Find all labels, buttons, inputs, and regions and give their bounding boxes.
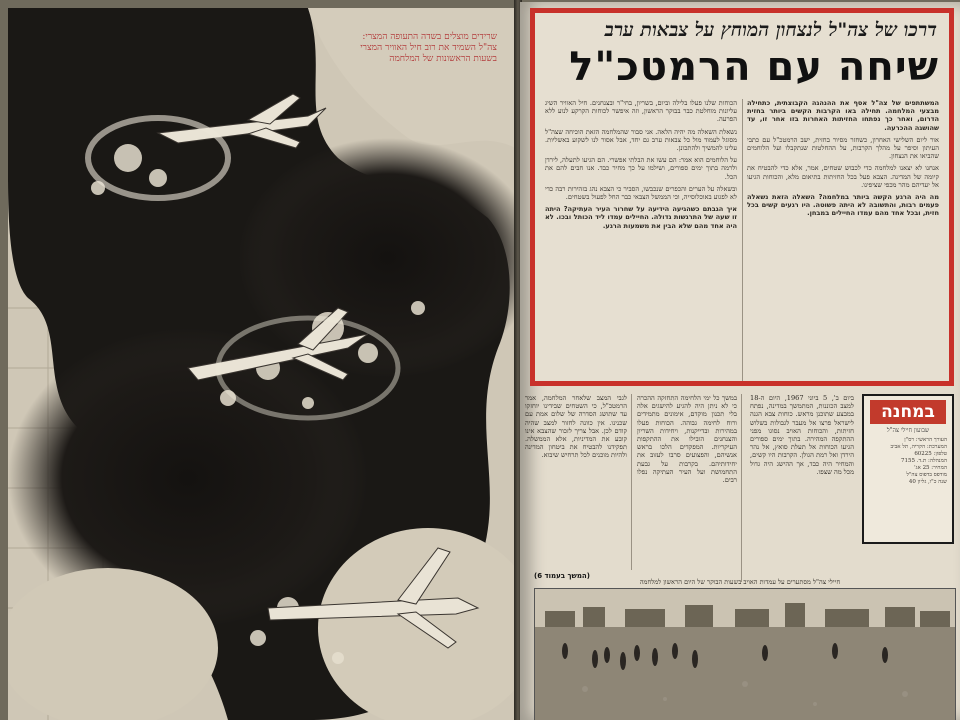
masthead-line: שנה כ"ו, גליון 40 [908,479,947,485]
lead-paragraph: על הלוחמים הוא אמר: הם עשו את הבלתי אפשרי. הם הגיעו לתעלה, לירדן ולרמה בתוך ימים ספורים, ושילמו על כך מחיר כבד. אנו חבים להם את הכל. [545,156,737,181]
masthead-subtitle: שבועון חיילי צה"ל [886,427,930,434]
masthead-line: מודפס בדפוס צה"ל [906,472,947,478]
lower-article-area [525,394,954,582]
lead-paragraph: הכוחות שלנו פעלו בלילה וביום, בשריון, בחי"ר ובצנחנים. חיל האוויר השיג עליונות מוחלטת כבר בבוקר הראשון, וזה איפשר לכוחות הקרקע לנוע ללא הפרעה. [545,99,737,124]
photo-caption-left: שרידים מוצלים בשדה התעופה המצרי: צה"ל השמיד את רוב חיל האוויר המצרי בשעות הראשונות של המלחמה [360,32,497,64]
lead-paragraph: נשאלת השאלה מה יהיה הלאה. אני סבור שהמלחמה הזאת הוכיחה שצה"ל מסוגל לעמוד מול כל צבאות ערב גם יחד, אבל אסור לנו לשקוע באשליות. עלינו להמשיך ולהתכונן. [545,127,737,153]
destroyed-aircraft-airfield-photo [8,8,515,720]
masthead-line: המחיר: 25 אג' [914,465,947,471]
bottom-photo-caption: חיילי צה"ל מסתערים על עמדות האויב בשעות הבוקר של היום הראשון למלחמה [639,578,841,586]
article-headline: שיחה עם הרמטכ"ל [569,44,939,90]
lead-paragraph: מה היה הרגע הקשה ביותר במלחמה? השאלה הזאת נשאלה פעמים רבות, והתשובה לא היתה פשוטה. היו רגעים קשים בכל חזית, ובכל אחד מהם עמדו החיילים במבחן. [747,193,939,218]
bamachane-logo: במחנה [870,400,946,424]
lead-paragraph: ובשאלה על הערים והכפרים שנכבשו, הסביר כי הצבא נהג בזהירות רבה כדי לא לפגוע באוכלוסייה, וכי הממשל הצבאי כבר החל לפעול בשטחים. [545,184,737,202]
masthead-line: טלפון: 60225 [914,451,947,457]
article-frame [530,8,954,386]
article-kicker: דרכו של צה"ל לנצחון המוחץ על צבאות ערב [604,19,937,41]
masthead-info [864,437,952,486]
masthead-box [862,394,954,544]
lead-paragraph: איך הגבתם כשהגיעה הידיעה על שחרור העיר העתיקה? היתה זו שעה של התרגשות גדולה. החיילים עמדו ליד הכותל ובכו. לא היה אחד מהם שלא הבין את משמעות הרגע. [545,205,737,230]
lead-paragraph: אור ליום השלישי האחרון, כשחזר מסיור בחזית, ישב הרמטכ"ל עם כתבי העיתון וסיפר על מהלך הקרבות, על ההחלטות שנתקבלו ועל הלוחמים שהביאו את הנצחון. [747,135,939,161]
lower-column: לגבי המצב שלאחר המלחמה, אמר הרמטכ"ל, כי השטחים שבידינו יוחזקו עד שתושג הסדרה של שלום אמת עם שכנינו. אין כוונה לחזור למצב שהיה קודם לכן. אבל צריך לזכור שהצבא אינו קובע את המדיניות, אלא הממשלה. תפקידנו להבטיח את ביטחון המדינה ולהיות מוכנים לכל תרחיש שיבוא. [525,394,632,570]
masthead-line: המנהלה: ת.ד. 7155 [901,458,947,464]
lead-article-columns [545,99,939,381]
masthead-line: המערכת: הקריה, תל אביב [890,444,947,450]
lead-paragraph: אנחנו לא יצאנו למלחמה כדי לכבוש שטחים, אמר, אלא כדי להבטיח את קיומה של המדינה. הצבא פעל בכל החזיתות בתיאום מלא, והכוחות הגיעו אל יעדיהם מהר מכפי שציפינו. [747,164,939,189]
lead-paragraph: המשתתפים של צה"ל אסף את ההנהגה הקבוצתית, כתחילה מבצעי המלחמה. תחילה באו הקרבות הקשים ביותר בחזית הדרום, ואחר כך נפתחו החזיתות האחרות בזו אחר זו, עד שהושגה ההכרעה. [747,99,939,132]
right-page [520,2,960,720]
continued-note: (המשך בעמוד 6) [534,572,590,580]
left-page [8,8,515,720]
lower-column: במשך כל ימי הלחימה התחזקה ההכרה כי לא ניתן היה להגיע להישגים אלה בלי תכנון מוקדם, אימונים מתמידים ורוח לחימה גבוהה. הכוחות פעלו במהירות ובדייקנות, ויחידות השריון והצנחנים הובילו את ההתקפות העיקריות. המפקדים הלכו בראש אנשיהם, והפצועים סרבו לעזוב את יחידותיהם. בקרבות על גבעת התחמושת ועל העיר העתיקה נפלו רבים. [637,394,742,582]
soldiers-advancing-photo [534,588,956,720]
lower-column: ביום ב', 5 ביוני 1967, היום ה-18 למצב הכוננות, המתמשך במדינה, נפתח במבצע שתוכנן מראש. כוחות צבא הגנה לישראל פרצו אל מעבר לגבולות בשלוש חזיתות, והכוחות האויב נסוגו מפני ההתקפה המהירה. בתוך ימים ספורים הגיעו הכוחות אל תעלת סואץ, אל נהר הירדן ואל רמת הגולן. הקרבות היו קשים, והמחיר היה כבד, אך ההישג היה גדול מכל מה שצפו. [750,394,854,476]
masthead-line: העורך הראשי: רס"ן [904,437,947,443]
